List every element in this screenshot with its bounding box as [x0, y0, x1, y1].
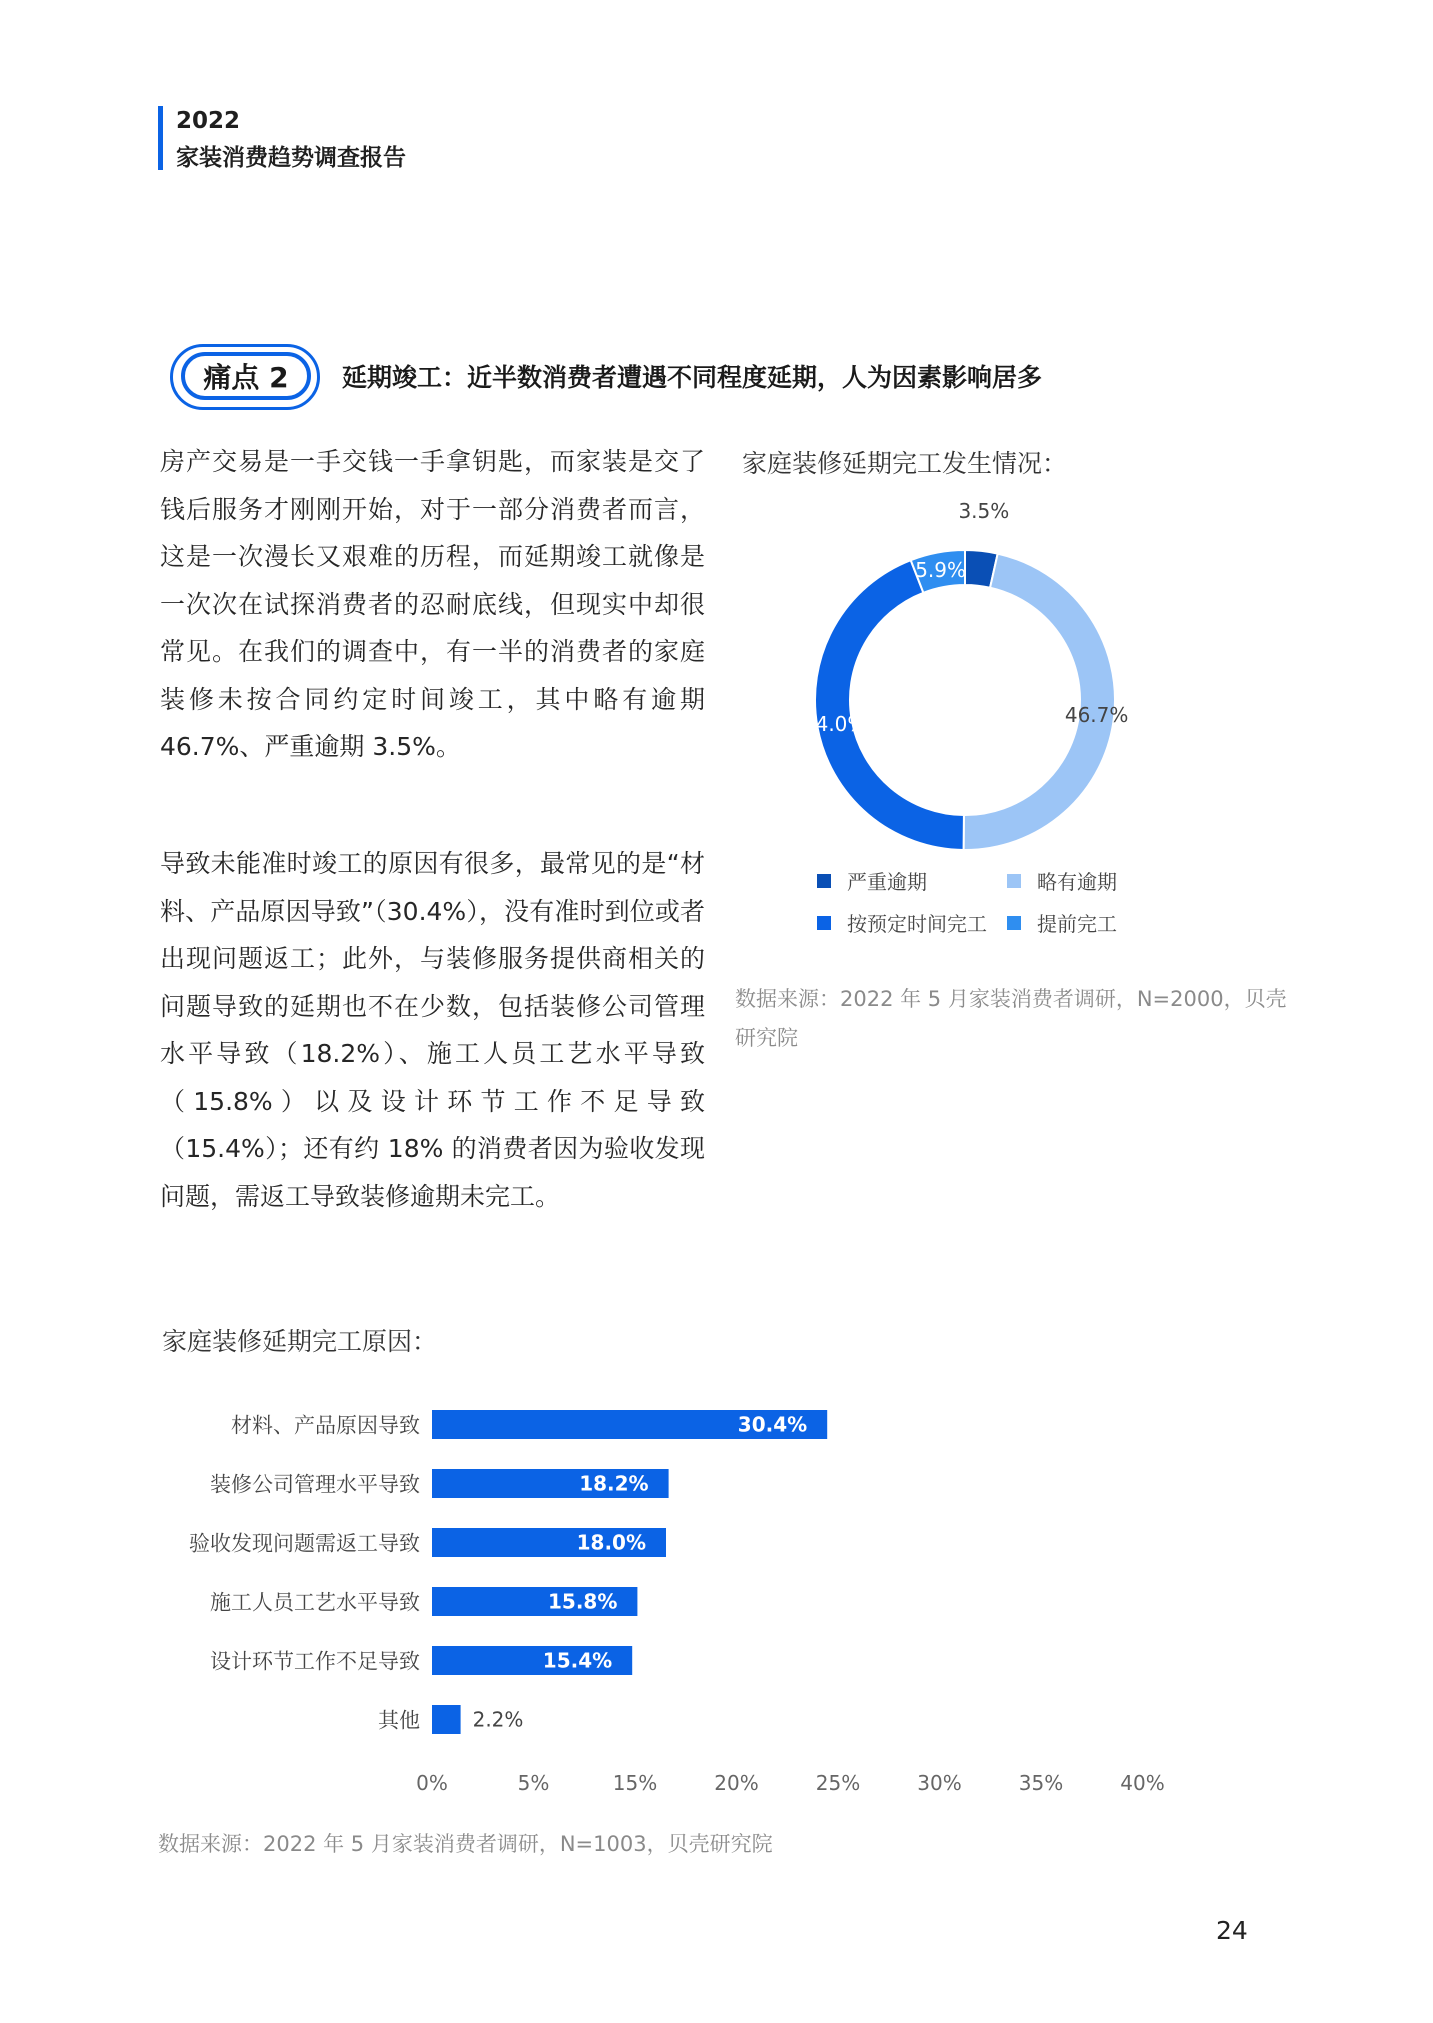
- donut-slice-3: [815, 557, 967, 850]
- bar-category-label: 装修公司管理水平导致: [210, 1472, 420, 1497]
- bar-value-label: 18.0%: [576, 1530, 646, 1555]
- x-tick-label: 5%: [517, 1771, 550, 1795]
- legend-item-1: [817, 866, 927, 895]
- bar-value-label: 2.2%: [472, 1707, 524, 1732]
- legend-label: 按预定时间完工: [847, 912, 987, 936]
- header-accent-bar: [158, 106, 163, 170]
- bar-source-note: 数据来源：2022 年 5 月家装消费者调研，N=1003，贝壳研究院: [158, 1832, 773, 1856]
- bar-category-label: 验收发现问题需返工导致: [189, 1531, 420, 1556]
- donut-label-2: 46.7%: [1064, 703, 1129, 728]
- legend-swatch: [817, 916, 831, 930]
- legend-swatch: [817, 874, 831, 888]
- legend-swatch: [1007, 916, 1021, 930]
- donut-chart: [780, 500, 1140, 860]
- section-title: 延期竣工：近半数消费者遭遇不同程度延期，人为因素影响居多: [342, 363, 1043, 392]
- legend-item-2: [1007, 866, 1117, 895]
- bar-chart-title: 家庭装修延期完工原因：: [162, 1327, 438, 1356]
- donut-source-note: 数据来源：2022 年 5 月家装消费者调研，N=2000，贝壳研究院: [735, 987, 1287, 1050]
- bar-category-label: 材料、产品原因导致: [231, 1413, 420, 1438]
- legend-label: 严重逾期: [847, 870, 927, 894]
- legend-swatch: [1007, 874, 1021, 888]
- bar-category-label: 设计环节工作不足导致: [210, 1649, 420, 1674]
- bar-category-label: 施工人员工艺水平导致: [210, 1590, 420, 1615]
- bar-value-label: 18.2%: [579, 1471, 649, 1496]
- legend-label: 略有逾期: [1037, 870, 1117, 894]
- x-tick-label: 30%: [917, 1771, 962, 1795]
- x-tick-label: 40%: [1120, 1771, 1165, 1795]
- x-tick-label: 20%: [714, 1771, 759, 1795]
- bar-value-label: 30.4%: [737, 1412, 808, 1437]
- x-tick-label: 0%: [416, 1771, 448, 1795]
- donut-label-1: 3.5%: [958, 499, 1010, 524]
- donut-label-4: 5.9%: [915, 557, 967, 582]
- paragraph-delay-reasons: 导致未能准时竣工的原因有很多，最常见的是“材料、产品原因导致”（30.4%），没有准时到位或者出现问题返工；此外，与装修服务提供商相关的问题导致的延期也不在少数，包括装修公司管理水平导致（18.2%）、施工人员工艺水平导致（15.8%）以及设计环节工作不足导致（15.4%）；还有约 18% 的消费者因为验收发现问题，需返工导致装修逾期未完工。: [160, 849, 705, 1211]
- bar-chart: [120, 1390, 1220, 1810]
- section-badge: 痛点 2: [181, 352, 311, 400]
- bar-6: [432, 1705, 461, 1734]
- x-tick-label: 35%: [1018, 1771, 1064, 1795]
- x-tick-label: 25%: [815, 1771, 861, 1795]
- bar-category-label: 其他: [378, 1708, 420, 1733]
- x-tick-label: 15%: [612, 1771, 658, 1795]
- paragraph-delay-overview: 房产交易是一手交钱一手拿钥匙，而家装是交了钱后服务才刚刚开始，对于一部分消费者而言，这是一次漫长又艰难的历程，而延期竣工就像是一次次在试探消费者的忍耐底线，但现实中却很常见。在我们的调查中，有一半的消费者的家庭装修未按合同约定时间竣工，其中略有逾期 46.7%、严重逾期 3.5%。: [160, 447, 705, 761]
- legend-label: 提前完工: [1037, 912, 1117, 936]
- legend-item-3: [817, 908, 987, 937]
- donut-slice-2: [964, 554, 1115, 850]
- legend-item-4: [1007, 908, 1117, 937]
- header-report-title: 家装消费趋势调查报告: [176, 145, 406, 171]
- donut-label-3: 44.0%: [802, 711, 867, 736]
- page-number: 24: [1216, 1916, 1248, 1945]
- donut-chart-title: 家庭装修延期完工发生情况：: [742, 449, 1068, 478]
- bar-value-label: 15.8%: [548, 1589, 618, 1614]
- donut-legend: [817, 866, 1177, 946]
- bar-value-label: 15.4%: [542, 1648, 613, 1673]
- header-year: 2022: [176, 108, 241, 134]
